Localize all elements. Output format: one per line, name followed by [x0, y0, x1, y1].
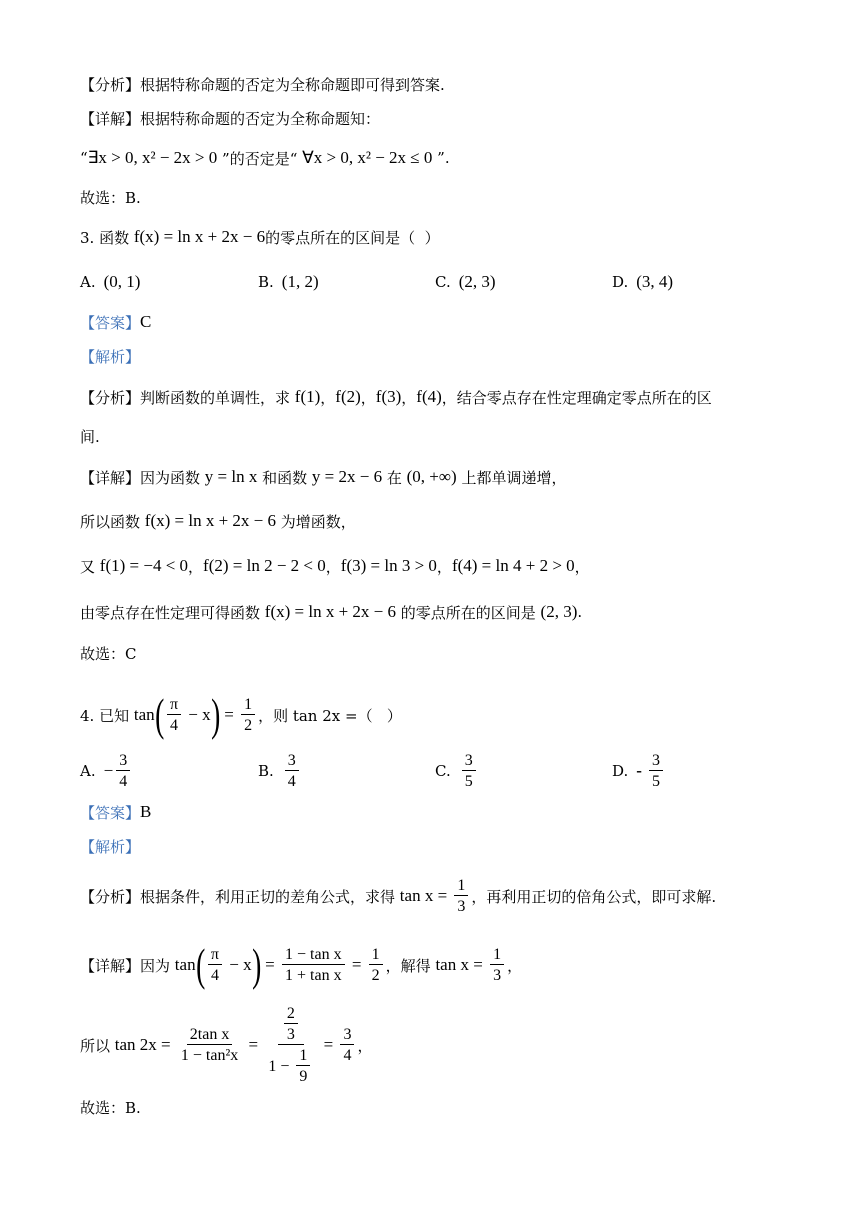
- q4-detail-line-1: [80, 941, 522, 989]
- equals-sign: =: [219, 705, 239, 724]
- interval: (0, +∞): [406, 467, 457, 486]
- q4-option-d: [612, 749, 666, 793]
- q4-analysis-line: [80, 874, 716, 918]
- q3-choice-line: [80, 641, 136, 665]
- analysis-tag: 【分析】: [80, 388, 141, 407]
- denominator: 4: [119, 773, 128, 790]
- tan-x-expression: tan x =: [399, 886, 452, 905]
- comma: ，: [441, 388, 457, 407]
- solution-tag: 【解析】: [80, 347, 141, 366]
- q2-detail-line: [80, 106, 380, 130]
- detail-text: 上都单调递增，: [456, 468, 567, 487]
- option-label: D.: [612, 762, 629, 780]
- q3-solution-heading: [80, 344, 140, 368]
- option-label: C.: [435, 762, 451, 780]
- option-label: B.: [258, 273, 274, 291]
- denominator: 2: [371, 967, 380, 984]
- denominator: 1 + tan x: [285, 967, 342, 984]
- q3-option-c: [435, 270, 496, 294]
- detail-text: 因为函数: [140, 468, 205, 487]
- q4-choice-line: [80, 1095, 141, 1119]
- right-paren: ): [210, 689, 220, 740]
- q2-negation-line: [80, 146, 450, 170]
- q3-detail-line-1: [80, 465, 566, 489]
- numerator: 1: [296, 1046, 310, 1066]
- numerator: 2tan x: [187, 1025, 233, 1045]
- denominator: 5: [651, 773, 660, 790]
- one-minus: 1 −: [268, 1057, 294, 1075]
- tan-x-expression: tan x =: [435, 955, 488, 974]
- choice-text: 故选：B.: [80, 1098, 141, 1117]
- question-tail: ，则 tan 2x =（ ）: [258, 706, 402, 725]
- one-third-fraction: [454, 876, 468, 916]
- q3-stem: [80, 225, 440, 249]
- compound-numerator: [278, 1004, 304, 1045]
- comma: ，: [401, 388, 417, 407]
- numerator: π: [167, 695, 181, 715]
- detail-text: 又: [80, 557, 100, 576]
- denominator: 4: [287, 773, 296, 790]
- detail-text: 所以: [80, 1036, 115, 1055]
- numerator: 3: [116, 751, 130, 771]
- option-value: (2, 3): [458, 272, 496, 291]
- f3-expression: f(3): [375, 387, 402, 406]
- left-paren: (: [154, 689, 164, 740]
- detail-text: 所以函数: [80, 512, 145, 531]
- equals-sign: =: [347, 955, 366, 974]
- minus-x: − x: [184, 705, 211, 724]
- one-half-fraction: [369, 945, 383, 985]
- numerator: 3: [285, 751, 299, 771]
- q4-option-c: [435, 749, 479, 793]
- value-f3: f(3) = ln 3 > 0: [340, 556, 437, 575]
- numerator: 1: [241, 695, 255, 715]
- denominator: 5: [464, 773, 473, 790]
- option-label: A.: [80, 273, 96, 291]
- pi-over-4-fraction: [208, 945, 222, 985]
- numerator: 1: [454, 876, 468, 896]
- two-thirds-fraction: [284, 1004, 298, 1044]
- q2-choice-line: [80, 185, 141, 209]
- comma: ，: [436, 557, 452, 576]
- denominator: 3: [493, 967, 502, 984]
- answer-tag: 【答案】: [80, 803, 141, 822]
- q3-option-d: [612, 270, 673, 294]
- answer-value: B: [140, 802, 152, 821]
- answer-value: C: [140, 312, 152, 331]
- value-f2: f(2) = ln 2 − 2 < 0: [203, 556, 326, 575]
- choice-text: 故选：B.: [80, 188, 141, 207]
- question-lead: 3. 函数: [80, 228, 134, 247]
- numerator: 2: [284, 1004, 298, 1024]
- q4-solution-heading: [80, 834, 140, 858]
- detail-text: 在: [382, 468, 407, 487]
- one-half-fraction: [241, 695, 255, 735]
- f2-expression: f(2): [335, 387, 361, 406]
- value-f4: f(4) = ln 4 + 2 > 0: [451, 556, 575, 575]
- q3-detail-line-4: [80, 600, 582, 624]
- q4-options: [0, 749, 868, 793]
- quote-close: ”.: [432, 149, 450, 167]
- equals-sign: =: [260, 955, 279, 974]
- detail-text: 和函数: [257, 468, 312, 487]
- analysis-text: 根据特称命题的否定为全称命题即可得到答案.: [140, 75, 445, 94]
- comma: ，: [320, 388, 336, 407]
- denominator: 4: [170, 717, 178, 734]
- option-label: C.: [435, 273, 451, 291]
- negation-connector: ”的否定是“: [217, 149, 303, 168]
- function-expression: f(x) = ln x + 2x − 6: [144, 511, 276, 530]
- denominator: 9: [299, 1068, 308, 1086]
- denominator: 3: [286, 1025, 295, 1043]
- tan-function: tan: [174, 955, 196, 974]
- numerator: 1: [369, 945, 383, 965]
- option-value: (3, 4): [636, 272, 674, 291]
- numerator: π: [208, 945, 222, 965]
- option-label: D.: [612, 273, 629, 291]
- right-paren: ): [251, 939, 261, 990]
- analysis-tag: 【分析】: [80, 887, 141, 906]
- left-paren: (: [195, 939, 205, 990]
- numerator: 3: [340, 1025, 354, 1045]
- tan-function: tan: [133, 705, 155, 724]
- option-fraction: [462, 751, 476, 791]
- q4-option-a: [80, 749, 133, 793]
- option-value: (1, 2): [281, 272, 319, 291]
- analysis-text: 间.: [80, 427, 100, 446]
- analysis-text: 根据条件，利用正切的差角公式，求得: [140, 887, 400, 906]
- q3-option-b: [258, 270, 319, 294]
- analysis-tag: 【分析】: [80, 75, 141, 94]
- pi-over-4-fraction: [167, 695, 181, 735]
- function-expression: f(x) = ln x + 2x − 6: [264, 602, 396, 621]
- function-y1: y = ln x: [204, 467, 258, 486]
- numerator: 1: [490, 945, 504, 965]
- q3-answer-line: [80, 310, 151, 334]
- analysis-text: 判断函数的单调性，求: [140, 388, 295, 407]
- one-ninth-fraction: [296, 1046, 310, 1086]
- result-fraction: [340, 1025, 354, 1065]
- question-tail: 的零点所在的区间是（ ）: [265, 228, 440, 247]
- f1-expression: f(1): [294, 387, 321, 406]
- comma: ，: [325, 557, 341, 576]
- detail-tag: 【详解】: [80, 956, 141, 975]
- universal-proposition: ∀x > 0, x² − 2x ≤ 0: [302, 148, 433, 167]
- equals-sign: =: [244, 1035, 263, 1054]
- value-f1: f(1) = −4 < 0: [99, 556, 189, 575]
- compound-denominator: [265, 1045, 316, 1086]
- q4-stem: [80, 691, 402, 739]
- comma: ，: [188, 557, 204, 576]
- difference-formula-fraction: [282, 945, 345, 985]
- detail-tag: 【详解】: [80, 109, 141, 128]
- period: .: [577, 603, 583, 621]
- detail-text: 根据特称命题的否定为全称命题知：: [140, 109, 381, 128]
- q2-analysis-line: [80, 72, 445, 96]
- analysis-text: ，再利用正切的倍角公式，即可求解.: [471, 887, 717, 906]
- comma: ，: [507, 956, 523, 975]
- solution-tag: 【解析】: [80, 837, 141, 856]
- q4-answer-line: [80, 800, 151, 824]
- f4-expression: f(4): [416, 387, 442, 406]
- option-label: B.: [258, 762, 274, 780]
- q3-detail-line-3: [80, 554, 590, 578]
- function-expression: f(x) = ln x + 2x − 6: [133, 227, 266, 246]
- q4-detail-line-2: [80, 1000, 373, 1090]
- detail-text: ，解得: [385, 956, 436, 975]
- denominator: 2: [244, 717, 253, 734]
- detail-tag: 【详解】: [80, 468, 141, 487]
- comma: ，: [357, 1036, 373, 1055]
- answer-tag: 【答案】: [80, 313, 141, 332]
- option-value: (0, 1): [103, 272, 141, 291]
- detail-text: 为增函数，: [276, 512, 356, 531]
- question-lead: 4. 已知: [80, 706, 134, 725]
- quote-open: “: [80, 149, 88, 167]
- one-third-fraction: [490, 945, 504, 985]
- q4-option-b: [258, 749, 302, 793]
- denominator: 4: [210, 967, 219, 984]
- option-sign: −: [103, 761, 114, 780]
- q3-analysis-line-2: [80, 424, 100, 448]
- equals-sign: =: [319, 1035, 338, 1054]
- detail-text: 的零点所在的区间是: [396, 603, 541, 622]
- option-fraction: [285, 751, 299, 791]
- q3-detail-line-2: [80, 509, 356, 533]
- option-label: A.: [80, 762, 96, 780]
- q3-analysis-line: [80, 385, 712, 409]
- option-fraction: [116, 751, 130, 791]
- minus-x: − x: [224, 955, 252, 974]
- tan-2x-expression: tan 2x =: [114, 1035, 175, 1054]
- detail-text: 由零点存在性定理可得函数: [80, 603, 265, 622]
- numerator: 3: [462, 751, 476, 771]
- denominator: 1 − tan²x: [180, 1047, 239, 1064]
- denominator: 3: [457, 898, 466, 915]
- comma: ，: [360, 388, 376, 407]
- option-fraction: [649, 751, 663, 791]
- denominator: 4: [343, 1047, 352, 1064]
- interval: (2, 3): [540, 602, 578, 621]
- numerator: 3: [649, 751, 663, 771]
- detail-text: 因为: [140, 956, 175, 975]
- compound-fraction: [265, 1004, 316, 1087]
- q3-option-a: [80, 270, 140, 294]
- existential-proposition: ∃x > 0, x² − 2x > 0: [87, 148, 218, 167]
- function-y2: y = 2x − 6: [311, 467, 383, 486]
- analysis-text: 结合零点存在性定理确定零点所在的区: [456, 388, 712, 407]
- numerator: 1 − tan x: [282, 945, 345, 965]
- double-angle-fraction: [178, 1025, 241, 1065]
- q3-options: [0, 270, 868, 294]
- option-sign: -: [636, 761, 642, 780]
- choice-text: 故选：C: [80, 644, 137, 663]
- comma: ，: [574, 557, 590, 576]
